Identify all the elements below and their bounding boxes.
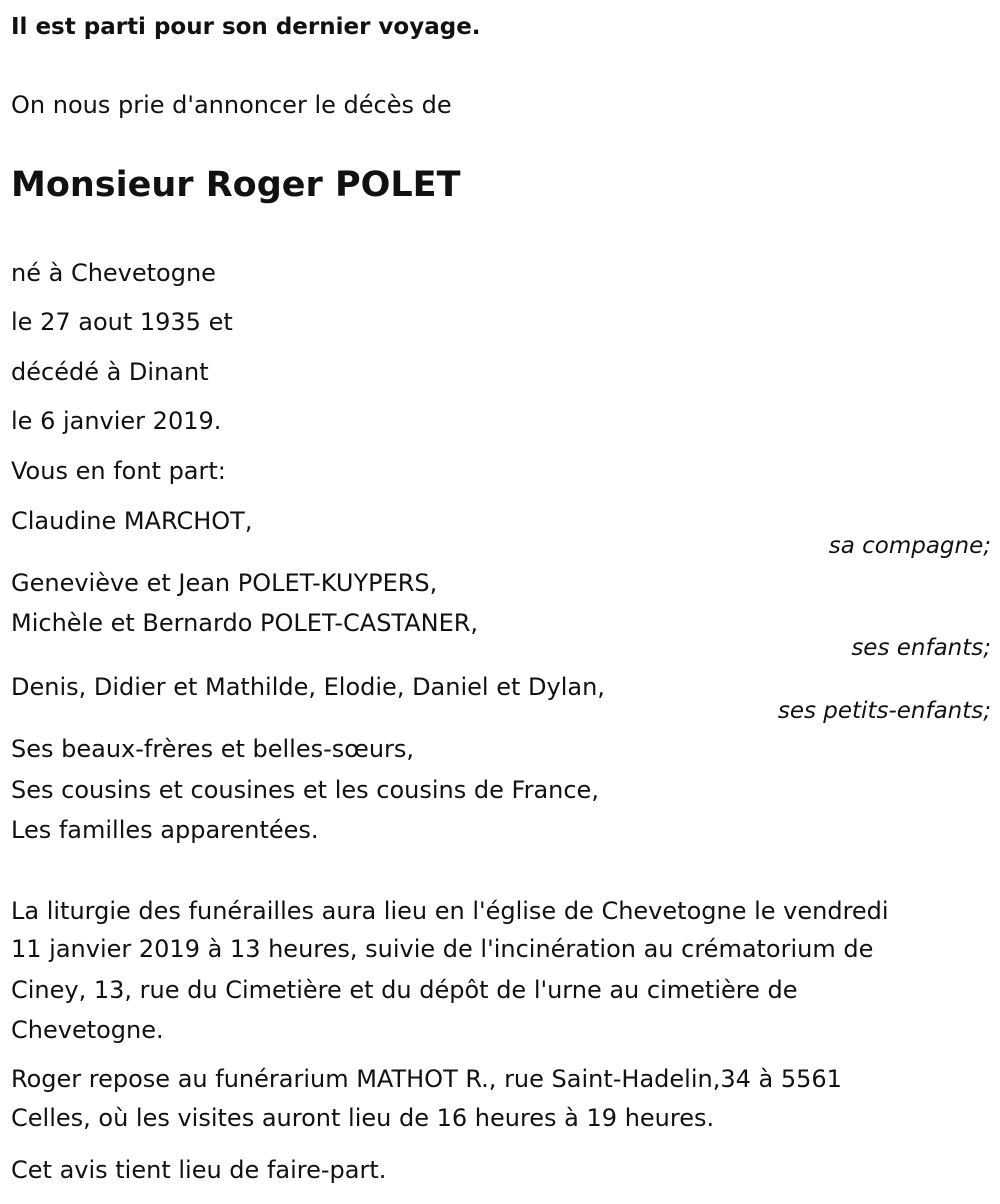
funeral-line: Chevetogne.: [11, 1016, 164, 1044]
children-role: ses enfants;: [851, 635, 991, 661]
visitation-line: Roger repose au funérarium MATHOT R., rue Saint-Hadelin,34 à 5561: [11, 1065, 842, 1093]
closing-text: Cet avis tient lieu de faire-part.: [11, 1156, 387, 1184]
funeral-line: 11 janvier 2019 à 13 heures, suivie de l'incinération au crématorium de: [11, 935, 874, 963]
notice-heading: Il est parti pour son dernier voyage.: [11, 14, 481, 40]
other-family-line: Les familles apparentées.: [11, 816, 319, 844]
companion-role: sa compagne;: [828, 533, 991, 559]
announcement-text: On nous prie d'annoncer le décès de: [11, 91, 452, 119]
deceased-name: Monsieur Roger POLET: [11, 165, 461, 205]
funeral-line: La liturgie des funérailles aura lieu en l'église de Chevetogne le vendredi: [11, 897, 889, 925]
grandchildren-role: ses petits-enfants;: [777, 698, 991, 724]
part-intro: Vous en font part:: [11, 457, 226, 485]
child-line: Michèle et Bernardo POLET-CASTANER,: [11, 609, 479, 637]
birth-date: le 27 aout 1935 et: [11, 308, 233, 336]
companion-name: Claudine MARCHOT,: [11, 507, 253, 535]
birth-place: né à Chevetogne: [11, 259, 216, 287]
other-family-line: Ses cousins et cousines et les cousins de France,: [11, 776, 599, 804]
funeral-line: Ciney, 13, rue du Cimetière et du dépôt de l'urne au cimetière de: [11, 976, 798, 1004]
death-place: décédé à Dinant: [11, 358, 209, 386]
grandchildren-names: Denis, Didier et Mathilde, Elodie, Daniel et Dylan,: [11, 673, 605, 701]
child-line: Geneviève et Jean POLET-KUYPERS,: [11, 569, 438, 597]
visitation-line: Celles, où les visites auront lieu de 16 heures à 19 heures.: [11, 1104, 715, 1132]
other-family-line: Ses beaux-frères et belles-sœurs,: [11, 735, 415, 763]
death-date: le 6 janvier 2019.: [11, 407, 222, 435]
